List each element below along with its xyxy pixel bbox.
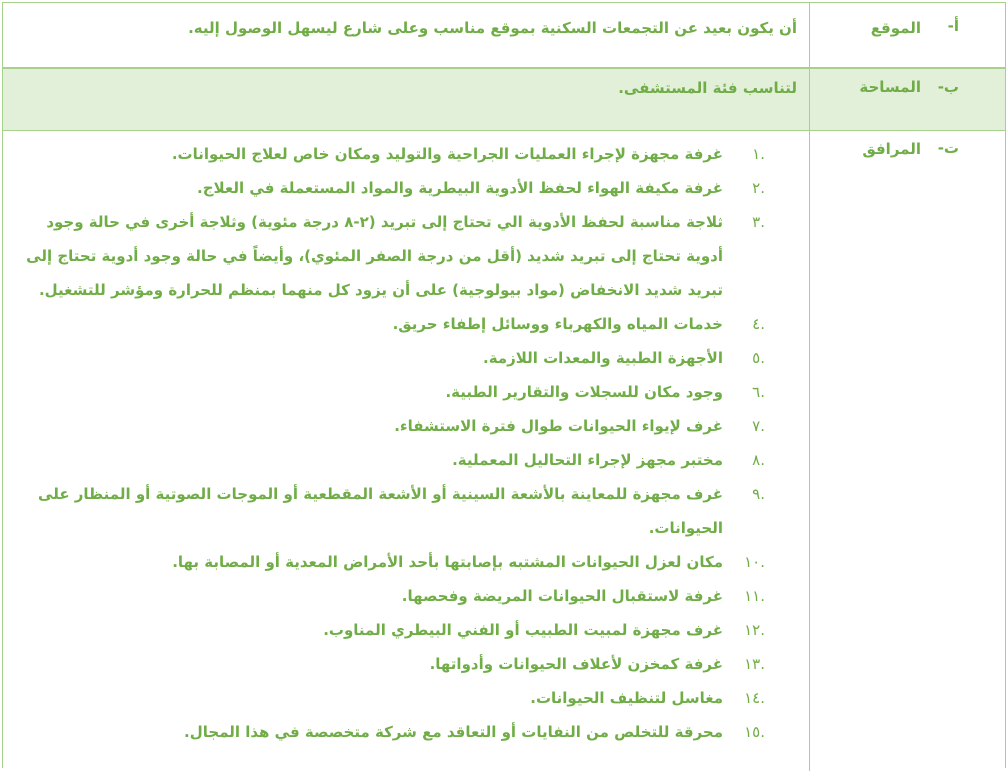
item-text: الأجهزة الطبية والمعدات اللازمة. — [483, 349, 723, 367]
item-text: محرقة للتخلص من النفايات أو التعاقد مع شركة متخصصة في هذا المجال. — [184, 723, 723, 741]
list-item — [25, 137, 765, 171]
item-text: غرف مجهزة للمعاينة بالأشعة السينية أو الأشعة المقطعية أو الموجات الصوتية أو المنظار على الحيوانات. — [38, 485, 723, 537]
item-number: .٦ — [752, 383, 765, 401]
item-number: .١ — [752, 145, 765, 163]
item-text: مكان لعزل الحيوانات المشتبه بإصابتها بأحد الأمراض المعدية أو المصابة بها. — [172, 553, 723, 571]
row-label: المساحة — [859, 78, 921, 96]
list-item — [25, 171, 765, 205]
list-item — [25, 647, 765, 681]
list-item — [25, 443, 765, 477]
item-text: غرف لإيواء الحيوانات طوال فترة الاستشفاء. — [394, 417, 723, 435]
item-text: غرفة لاستقبال الحيوانات المريضة وفحصها. — [401, 587, 723, 605]
item-number: .٤ — [752, 315, 765, 333]
row-content: لتناسب فئة المستشفى. — [618, 79, 797, 97]
list-item — [25, 409, 765, 443]
item-text: خدمات المياه والكهرباء ووسائل إطفاء حريق. — [392, 315, 723, 333]
item-text: مغاسل لتنظيف الحيوانات. — [530, 689, 723, 707]
item-text: غرفة كمخزن لأعلاف الحيوانات وأدواتها. — [429, 655, 723, 673]
row-label-cell — [809, 69, 1005, 130]
row-label-cell — [809, 131, 1005, 771]
table-row-area — [3, 69, 1005, 131]
list-item — [25, 477, 765, 545]
row-letter: أ- — [947, 17, 959, 35]
item-number: .٧ — [752, 417, 765, 435]
list-item — [25, 341, 765, 375]
list-item — [25, 375, 765, 409]
facilities-list — [25, 137, 765, 749]
list-item — [25, 715, 765, 749]
item-number: .٥ — [752, 349, 765, 367]
table-row-facilities — [3, 131, 1005, 769]
row-content: أن يكون بعيد عن التجمعات السكنية بموقع مناسب وعلى شارع ليسهل الوصول إليه. — [188, 19, 797, 37]
item-text: غرفة مجهزة لإجراء العمليات الجراحية والتوليد ومكان خاص لعلاج الحيوانات. — [171, 145, 723, 163]
item-number: .٨ — [752, 451, 765, 469]
row-letter: ب- — [937, 78, 959, 96]
list-item — [25, 681, 765, 715]
item-number: .٩ — [752, 485, 765, 503]
item-text: غرف مجهزة لمبيت الطبيب أو الفني البيطري المناوب. — [323, 621, 723, 639]
item-number: .٣ — [752, 213, 765, 231]
item-text: وجود مكان للسجلات والتقارير الطبية. — [445, 383, 723, 401]
item-text: غرفة مكيفة الهواء لحفظ الأدوية البيطرية والمواد المستعملة في العلاج. — [197, 179, 723, 197]
row-letter: ت- — [937, 139, 959, 157]
list-item — [25, 205, 765, 307]
row-label: الموقع — [870, 19, 921, 37]
item-text: مختبر مجهز لإجراء التحاليل المعملية. — [452, 451, 723, 469]
list-item — [25, 613, 765, 647]
table-row-location — [3, 3, 1005, 69]
item-number: .١٥ — [744, 723, 765, 741]
row-label-cell — [809, 3, 1005, 67]
item-text: ثلاجة مناسبة لحفظ الأدوية الي تحتاج إلى تبريد (٢-٨ درجة مئوية) وثلاجة أخرى في حالة وجود أدوية تحتاج إلى تبريد شديد (أقل من درجة الصفر المئوي)، وأيضاً في حالة وجود أدوية تحتاج إلى تبريد شديد الانخفاض (مواد بيولوجية) على أن يزود كل منهما بمنظم للحرارة ومؤشر للتشغيل. — [26, 213, 723, 299]
item-number: .١٤ — [744, 689, 765, 707]
item-number: .١١ — [744, 587, 765, 605]
list-item — [25, 307, 765, 341]
item-number: .٢ — [752, 179, 765, 197]
requirements-table — [2, 2, 1006, 768]
item-number: .١٠ — [744, 553, 765, 571]
row-label: المرافق — [862, 140, 921, 158]
item-number: .١٣ — [744, 655, 765, 673]
list-item — [25, 545, 765, 579]
item-number: .١٢ — [744, 621, 765, 639]
list-item — [25, 579, 765, 613]
